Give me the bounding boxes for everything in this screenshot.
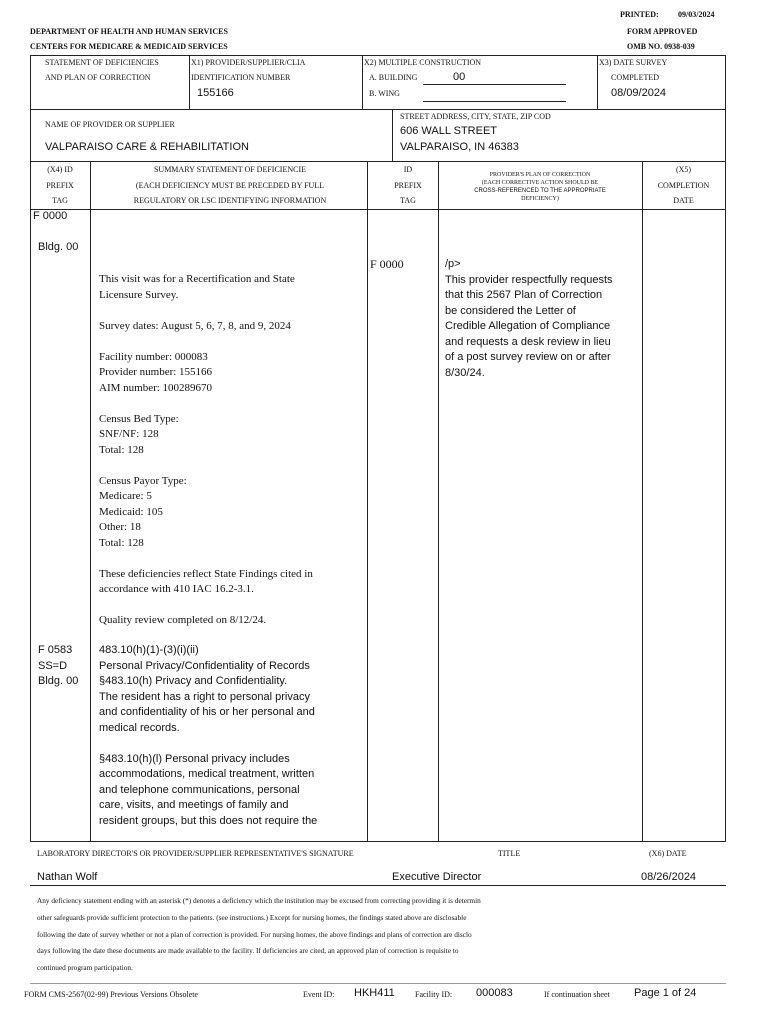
building-value: 00 <box>453 71 466 83</box>
department-title: DEPARTMENT OF HEALTH AND HUMAN SERVICES <box>30 27 228 36</box>
address-line-1: 606 WALL STREET <box>400 125 497 137</box>
signer-name: Nathan Wolf <box>37 871 98 883</box>
x4-header-1: (X4) ID <box>47 165 73 174</box>
signature-label: LABORATORY DIRECTOR'S OR PROVIDER/SUPPLIER REPRESENTATIVE'S SIGNATURE <box>37 849 354 858</box>
summary-header-3: REGULATORY OR LSC IDENTIFYING INFORMATION <box>133 196 327 205</box>
provider-name-label: NAME OF PROVIDER OR SUPPLIER <box>45 120 175 129</box>
summary-intro-text: This visit was for a Recertification and State Licensure Survey. Survey dates: August 5, 6, 7, 8, and 9, 2024 Facility number: 000083 Provider number: 155166 AIM number: 100289670 Census Bed Type: SNF/NF: 128 Total: 128 Census Payor Type: Medicare: 5 Medicaid: 105 Other: 18 Total: 128 These deficiencies reflect State Findings cited in accordance with 410 IAC 16.2-3.1. Quality review completed on 8/12/24. <box>99 273 313 626</box>
x6-date-label: (X6) DATE <box>649 849 687 858</box>
x1-label-2: IDENTIFICATION NUMBER <box>191 73 291 82</box>
plan-of-correction-text: /p> This provider respectfully requests that this 2567 Plan of Correction be considered the Letter of Credible Allegation of Compliance and requests a desk review in lieu of a post survey review on or after 8/30/24. <box>445 258 613 379</box>
omb-number: OMB NO. 0938-039 <box>627 42 695 51</box>
x4-header-3: TAG <box>52 196 68 205</box>
disclaimer-text: Any deficiency statement ending with an asterisk (*) denotes a deficiency which the institution may be excused from correcting providing it is determin other safeguards provide sufficient protection to the patients. (see instructions.) Except for nursing homes, the findings stated above are disclosable following the date of survey whether or not a plan of correction is provided. For nursing homes, the above findings and plans of correction are disclo days following the date these documents are made available to the facility. If deficiencies are cited, an approved plan of correction is requisite to continued program participation. <box>37 896 481 973</box>
summary-f0583-text: 483.10(h)(1)-(3)(i)(ii) Personal Privacy/Confidentiality of Records §483.10(h) Privacy and Confidentiality. The resident has a right to personal privacy and confidentiality of his or her personal and medical records. §483.10(h)(l) Personal privacy includes accommodations, medical treatment, written and telephone communications, personal care, visits, and meetings of family and resident groups, but this does not require the <box>99 644 318 827</box>
address-line-2: VALPARAISO, IN 46383 <box>400 141 519 153</box>
summary-header-2: (EACH DEFICIENCY MUST BE PRECEDED BY FULL <box>135 181 325 190</box>
summary-header-1: SUMMARY STATEMENT OF DEFICIENCIE <box>153 165 307 174</box>
bldg-left: Bldg. 00 <box>38 241 79 253</box>
tag-f0000-left: F 0000 <box>33 210 68 222</box>
tag-f0583-block: F 0583 SS=D Bldg. 00 <box>38 644 79 687</box>
x5-header-1: (X5) <box>675 165 692 174</box>
tag-f0000-right: F 0000 <box>370 257 404 271</box>
event-id-label: Event ID: <box>303 990 335 999</box>
facility-id-value: 000083 <box>476 987 513 999</box>
continuation-label: If continuation sheet <box>544 990 610 999</box>
x5-header-2: COMPLETION <box>657 181 710 190</box>
x3-label-1: X3) DATE SURVEY <box>599 58 668 67</box>
x1-label-1: X1) PROVIDER/SUPPLIER/CLIA <box>191 58 306 67</box>
provider-id-value: 155166 <box>197 87 234 99</box>
x3-label-2: COMPLETED <box>611 73 659 82</box>
survey-date-value: 08/09/2024 <box>611 87 667 99</box>
form-approved: FORM APPROVED <box>627 27 698 36</box>
id-header-2: PREFIX <box>394 181 422 190</box>
x2-label: X2) MULTIPLE CONSTRUCTION <box>364 58 482 67</box>
x5-header-3: DATE <box>673 196 694 205</box>
title-label: TITLE <box>498 849 521 858</box>
building-label: A. BUILDING <box>369 73 418 82</box>
facility-id-label: Facility ID: <box>415 990 453 999</box>
x4-header-2: PREFIX <box>46 181 74 190</box>
plan-header-1: PROVIDER'S PLAN OF CORRECTION <box>489 172 591 178</box>
plan-header-4: DEFICIENCY) <box>521 196 559 202</box>
printed-label: PRINTED: <box>620 10 659 19</box>
provider-name: VALPARAISO CARE & REHABILITATION <box>45 141 249 153</box>
plan-header-2: (EACH CORRECTIVE ACTION SHOULD BE <box>481 180 599 186</box>
signature-date: 08/26/2024 <box>641 871 697 883</box>
id-header-3: TAG <box>400 196 416 205</box>
id-header-1: ID <box>403 165 413 174</box>
printed-date: 09/03/2024 <box>678 10 715 19</box>
event-id-value: HKH411 <box>354 987 395 999</box>
statement-label-1: STATEMENT OF DEFICIENCIES <box>45 58 159 67</box>
wing-label: B. WING <box>369 89 400 98</box>
statement-label-2: AND PLAN OF CORRECTION <box>45 73 151 82</box>
plan-header-3: CROSS-REFERENCED TO THE APPROPRIATE <box>474 188 606 194</box>
signer-title: Executive Director <box>392 871 482 883</box>
centers-title: CENTERS FOR MEDICARE & MEDICAID SERVICES <box>30 42 228 51</box>
page-number: Page 1 of 24 <box>634 987 697 999</box>
form-number: FORM CMS-2567(02-99) Previous Versions Obsolete <box>24 990 199 999</box>
address-label: STREET ADDRESS, CITY, STATE, ZIP COD <box>400 112 551 121</box>
